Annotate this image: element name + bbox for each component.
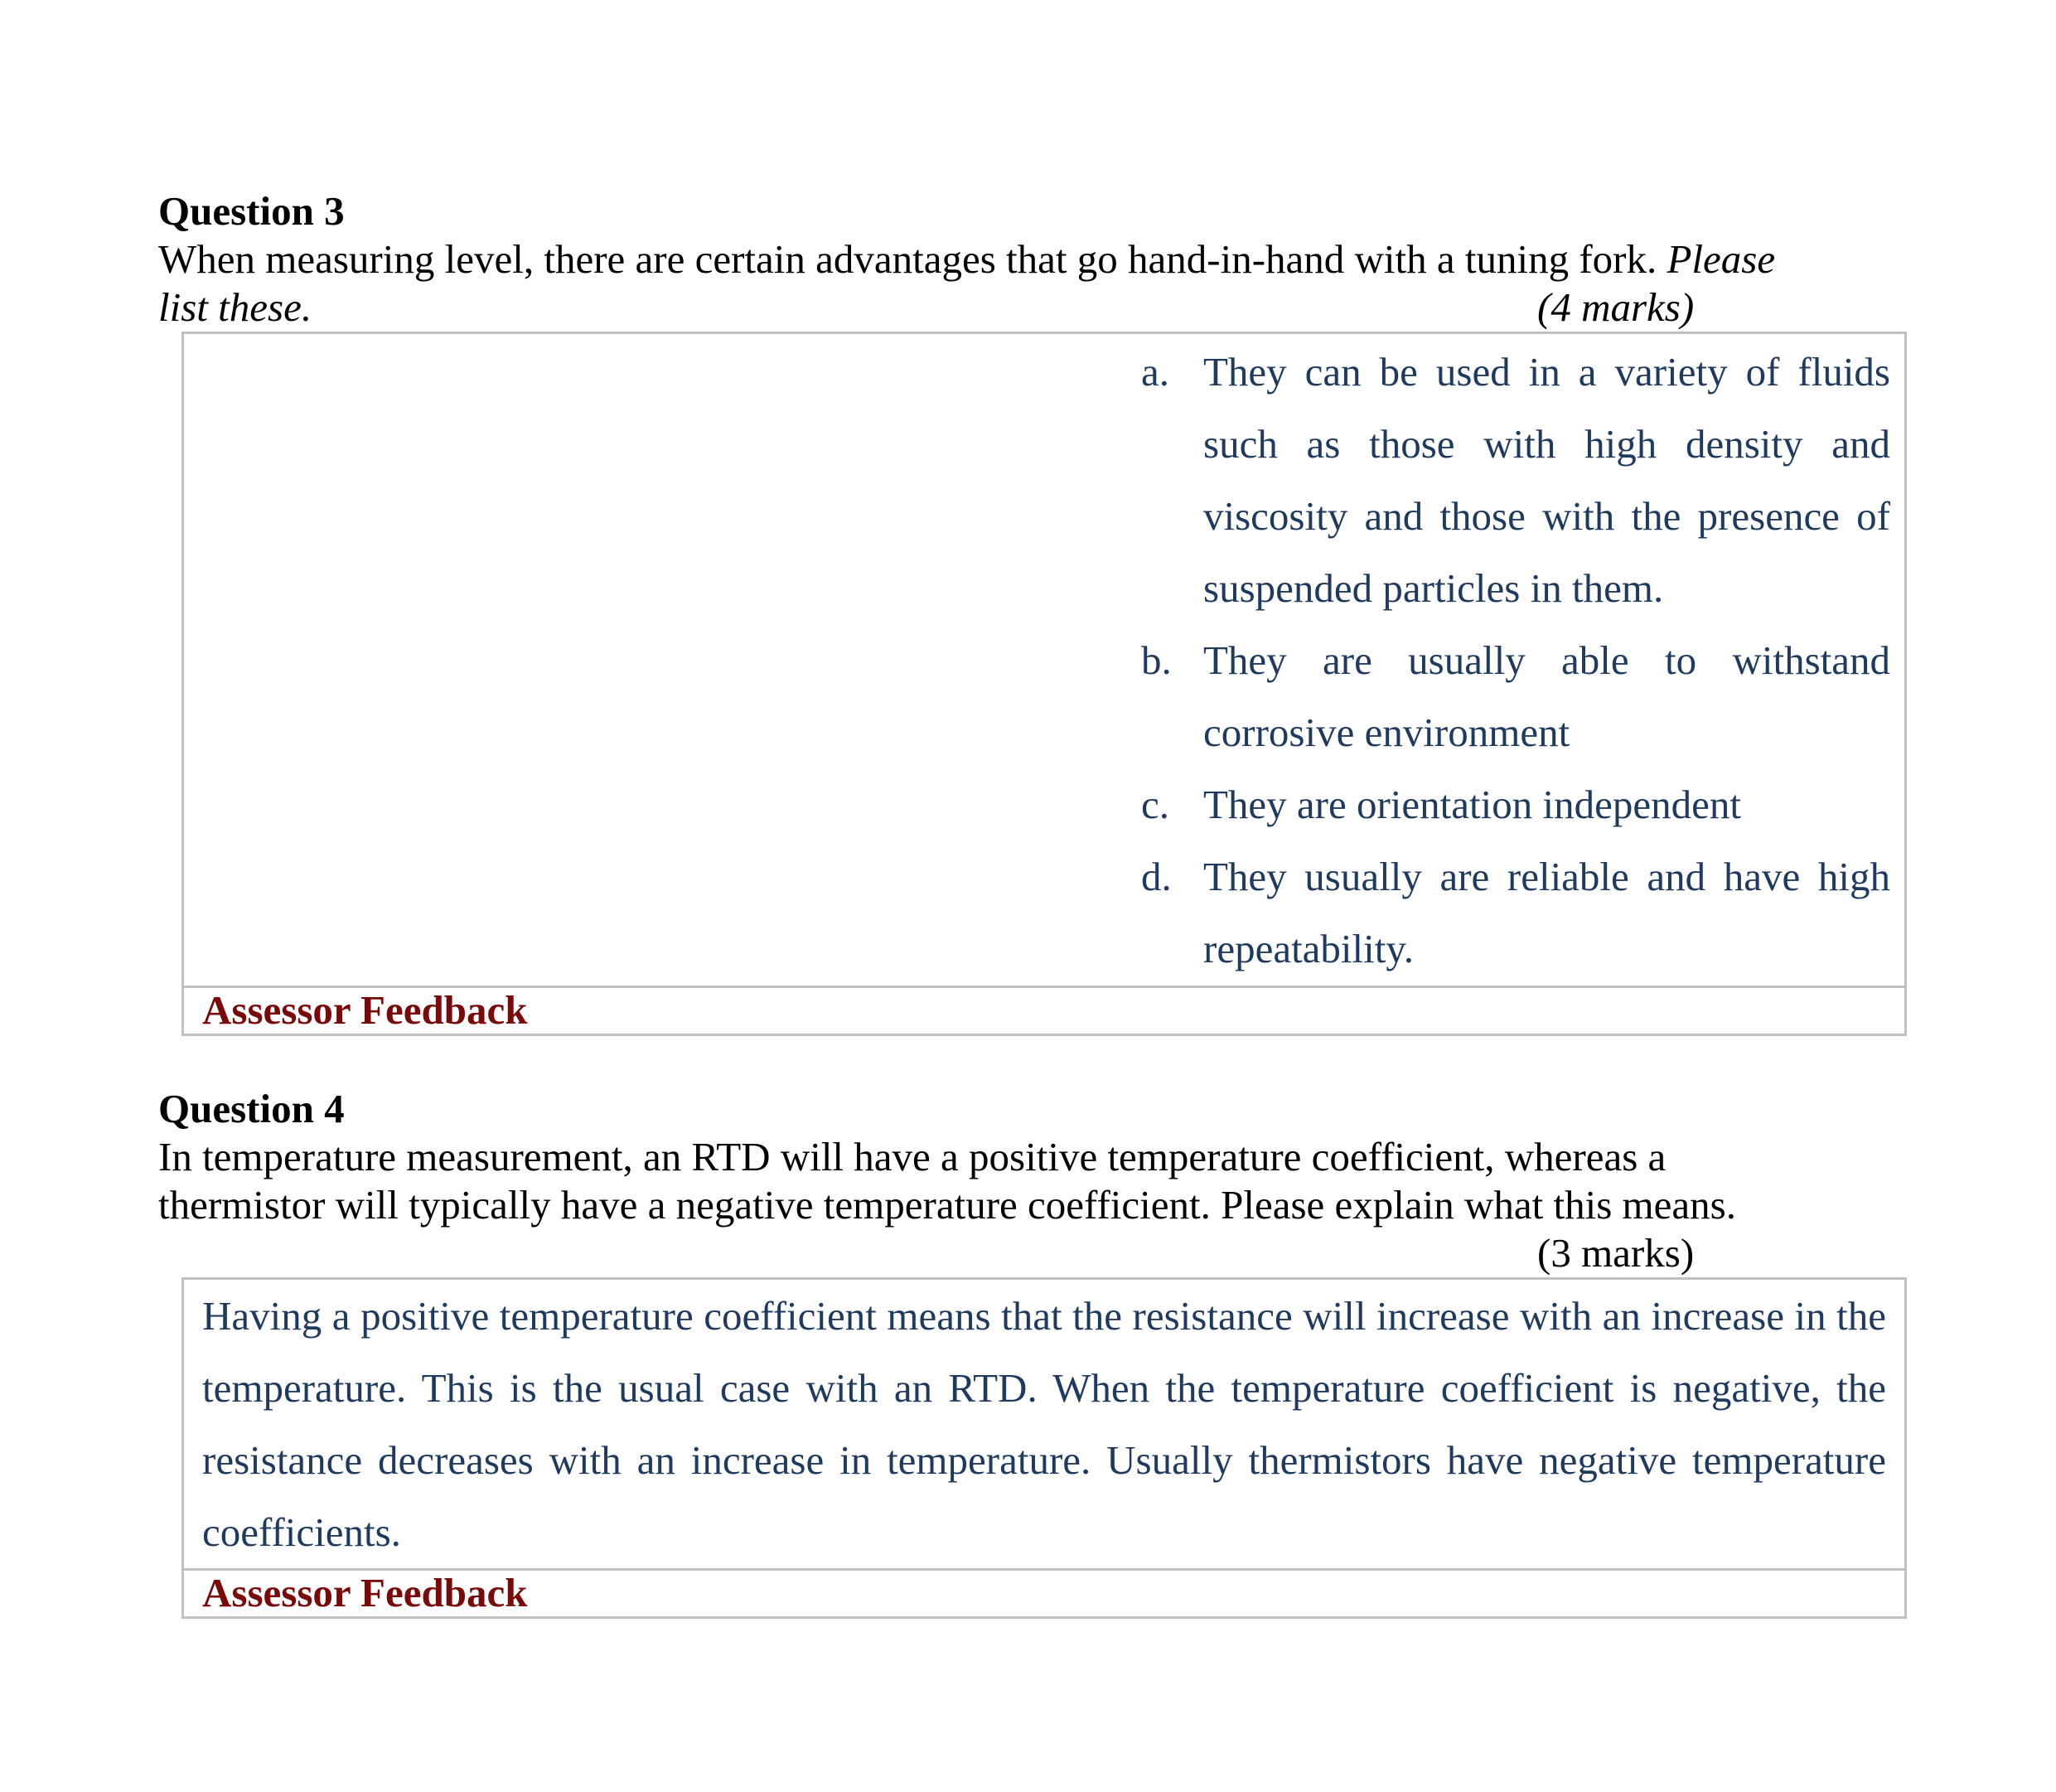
question-4-answer-box [181, 1277, 1907, 1619]
question-4-text [158, 1133, 1932, 1229]
question-3-text-italic-2: list these. [158, 284, 312, 330]
answer-item-c [1141, 768, 1890, 840]
answer-text: They can be used in a variety of fluids such as those with high density and viscosity and those with the presence of suspended particles in them. [1203, 349, 1890, 611]
question-3-answer-list [1141, 336, 1890, 985]
question-3-feedback-cell[interactable] [184, 988, 1904, 1036]
question-3-text-italic-1: Please [1667, 236, 1776, 282]
question-4-text-line-1: In temperature measurement, an RTD will have a positive temperature coefficient, whereas a [158, 1134, 1667, 1179]
question-3-answer-box [181, 332, 1907, 1036]
question-4-answer-text: Having a positive temperature coefficient means that the resistance will increase with an increase in the temperature. This is the usual case with an RTD. When the temperature coefficient is negative, the resistance decreases with an increase in temperature. Usually thermistors have negative temperature coefficients. [202, 1293, 1886, 1555]
assessor-feedback-label: Assessor Feedback [202, 1570, 528, 1615]
answer-item-b [1141, 624, 1890, 768]
question-3-marks: (4 marks) [1537, 284, 1695, 330]
question-4-feedback-cell[interactable] [184, 1571, 1904, 1619]
answer-item-a [1141, 336, 1890, 624]
question-3-text-main: When measuring level, there are certain advantages that go hand-in-hand with a tuning fork. [158, 236, 1667, 282]
question-4-text-line-2: thermistor will typically have a negative temperature coefficient. Please explain what this means. [158, 1182, 1736, 1228]
answer-text: They usually are reliable and have high repeatability. [1203, 854, 1890, 971]
answer-item-d [1141, 840, 1890, 985]
answer-marker: c. [1141, 782, 1169, 827]
answer-text: They are orientation independent [1203, 782, 1741, 827]
assessor-feedback-label: Assessor Feedback [202, 987, 528, 1033]
answer-marker: a. [1141, 349, 1169, 395]
answer-marker: d. [1141, 854, 1172, 899]
question-4-marks: (3 marks) [1537, 1230, 1695, 1276]
question-4-answer-cell[interactable] [184, 1280, 1904, 1571]
answer-marker: b. [1141, 637, 1172, 683]
question-4-heading: Question 4 [158, 1086, 345, 1131]
answer-text: They are usually able to withstand corrosive environment [1203, 637, 1890, 755]
question-3-heading: Question 3 [158, 188, 345, 234]
question-3-answer-cell[interactable] [184, 334, 1904, 988]
